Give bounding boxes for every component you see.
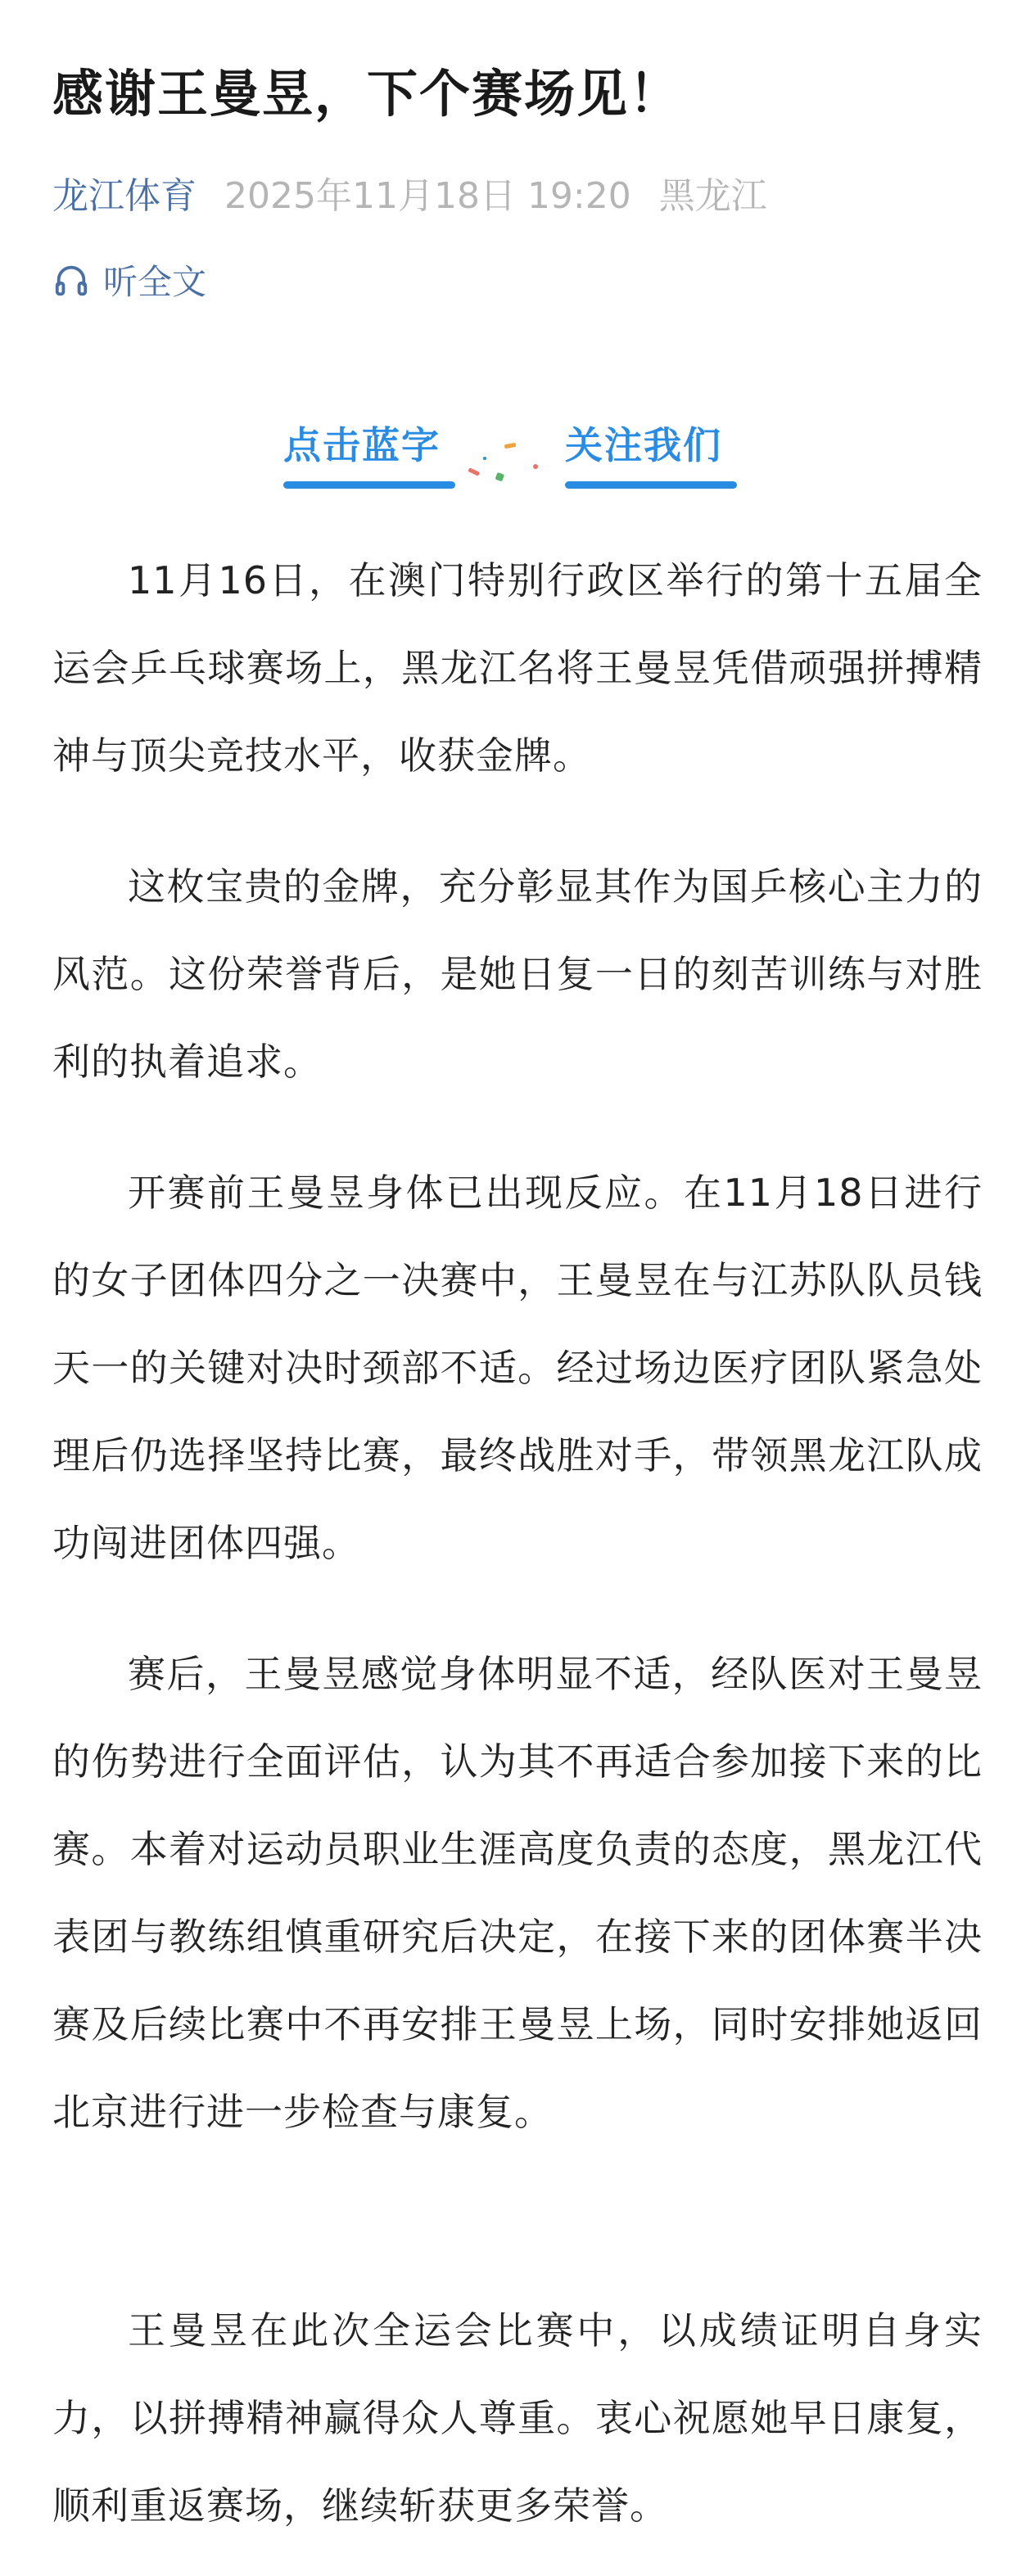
- listen-button[interactable]: [52, 255, 206, 305]
- article-paragraph: 这枚宝贵的金牌，充分彰显其作为国乒核心主力的风范。这份荣誉背后，是她日复一日的刻苦训练与对胜利的执着追求。: [52, 864, 983, 1084]
- source-link[interactable]: 龙江体育: [52, 175, 197, 217]
- banner-left-underline: [283, 481, 455, 489]
- article-title: 感谢王曼昱，下个赛场见！: [52, 64, 682, 124]
- article-paragraph: 开赛前王曼昱身体已出现反应。在11月18日进行的女子团体四分之一决赛中，王曼昱在与江苏队队员钱天一的关键对决时颈部不适。经过场边医疗团队紧急处理后仍选择坚持比赛，最终战胜对手，带领黑龙江队成功闯进团体四强。: [52, 1171, 983, 1565]
- headphones-icon: [52, 261, 90, 299]
- listen-label: 听全文: [103, 262, 207, 302]
- publish-time: 2025年11月18日 19:20: [224, 175, 631, 217]
- article-paragraph: 11月16日，在澳门特别行政区举行的第十五届全运会乒乓球赛场上，黑龙江名将王曼昱凭借顽强拼搏精神与顶尖竞技水平，收获金牌。: [52, 558, 983, 778]
- follow-banner[interactable]: [0, 409, 1035, 499]
- banner-right-underline: [565, 481, 737, 489]
- region-label: 黑龙江: [658, 175, 767, 217]
- article-paragraph: 赛后，王曼昱感觉身体明显不适，经队医对王曼昱的伤势进行全面评估，认为其不再适合参加接下来的比赛。本着对运动员职业生涯高度负责的态度，黑龙江代表团与教练组慎重研究后决定，在接下来的团体赛半决赛及后续比赛中不再安排王曼昱上场，同时安排她返回北京进行进一步检查与康复。: [52, 1652, 983, 2134]
- article-meta: [52, 175, 767, 219]
- article-paragraph: 王曼昱在此次全运会比赛中，以成绩证明自身实力，以拼搏精神赢得众人尊重。衷心祝愿她早日康复，顺利重返赛场，继续斩获更多荣誉。: [52, 2308, 983, 2528]
- confetti-icon: [463, 434, 562, 491]
- banner-right-text: 关注我们: [565, 423, 722, 467]
- banner-left-text: 点击蓝字: [283, 423, 441, 467]
